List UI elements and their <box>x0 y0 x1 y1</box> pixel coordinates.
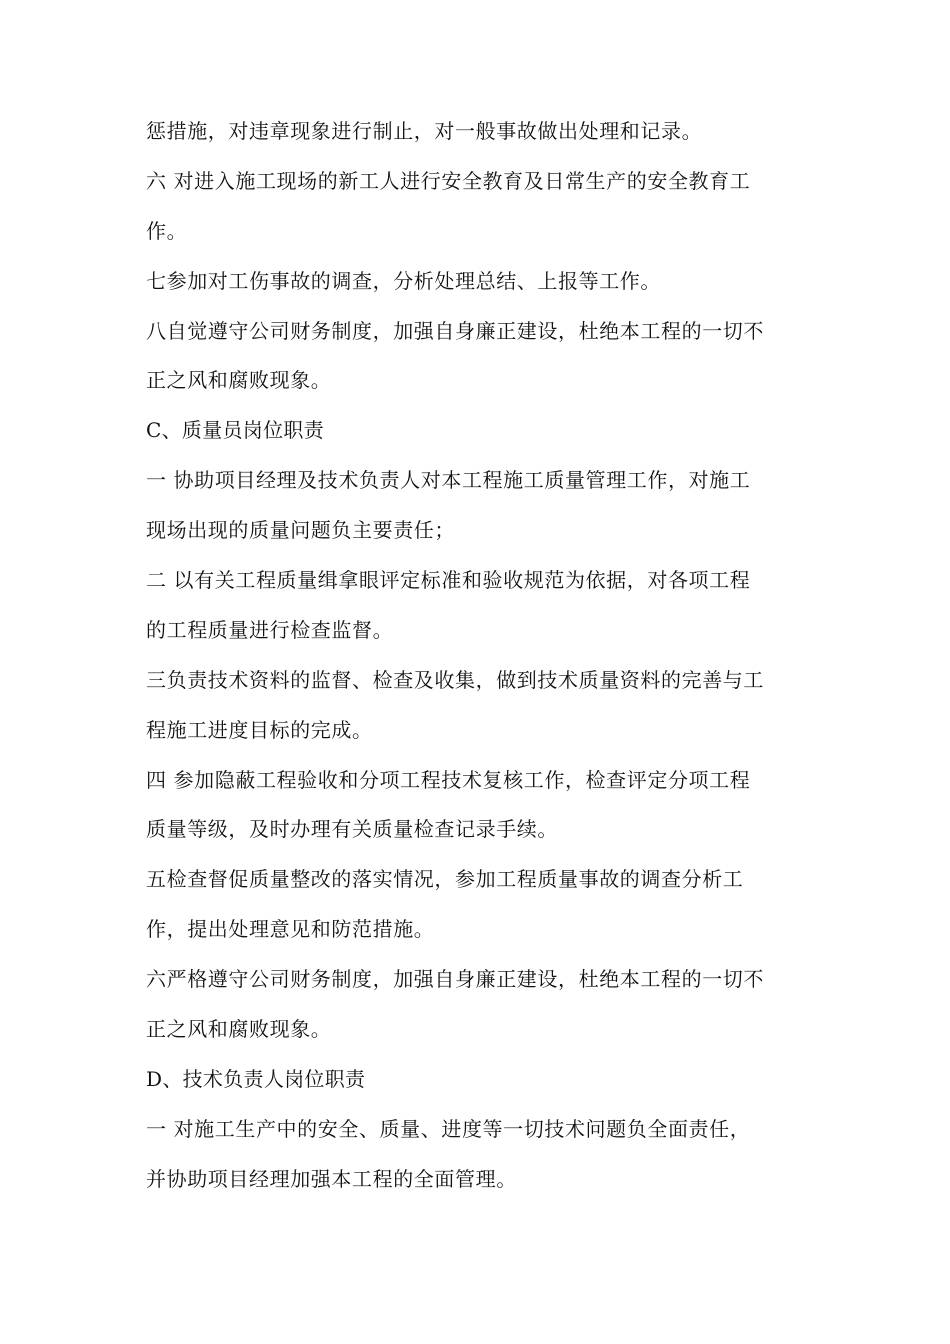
text-line: 八自觉遵守公司财务制度，加强自身廉正建设，杜绝本工程的一切不 <box>146 318 764 343</box>
text-line: 的工程质量进行检查监督。 <box>146 617 394 642</box>
text-line: 一 对施工生产中的安全、质量、进度等一切技术问题负全面责任， <box>146 1116 751 1141</box>
section-heading-technical-lead: D、技术负责人岗位职责 <box>146 1066 366 1091</box>
text-line: 二 以有关工程质量缉拿眼评定标准和验收规范为依据，对各项工程 <box>146 568 751 593</box>
text-line: 作，提出处理意见和防范措施。 <box>146 917 435 942</box>
text-line: 并协助项目经理加强本工程的全面管理。 <box>146 1166 517 1191</box>
text-line: 三负责技术资料的监督、检查及收集，做到技术质量资料的完善与工 <box>146 667 764 692</box>
section-heading-quality-officer: C、质量员岗位职责 <box>146 418 325 443</box>
text-line: 正之风和腐败现象。 <box>146 1017 332 1042</box>
text-line: 程施工进度目标的完成。 <box>146 717 373 742</box>
text-line: 惩措施，对违章现象进行制止，对一般事故做出处理和记录。 <box>146 119 703 143</box>
document-body <box>146 116 810 1214</box>
text-line: 质量等级，及时办理有关质量检查记录手续。 <box>146 817 558 842</box>
text-line: 作。 <box>146 218 188 243</box>
text-line: 七参加对工伤事故的调查，分析处理总结、上报等工作。 <box>146 268 661 293</box>
text-line: 六 对进入施工现场的新工人进行安全教育及日常生产的安全教育工 <box>146 168 751 193</box>
text-line: 正之风和腐败现象。 <box>146 368 332 393</box>
text-line: 四 参加隐蔽工程验收和分项工程技术复核工作，检查评定分项工程 <box>146 767 751 792</box>
text-line: 六严格遵守公司财务制度，加强自身廉正建设，杜绝本工程的一切不 <box>146 967 764 992</box>
text-line: 现场出现的质量问题负主要责任； <box>146 518 455 543</box>
text-line: 五检查督促质量整改的落实情况，参加工程质量事故的调查分析工 <box>146 867 744 892</box>
text-line: 一 协助项目经理及技术负责人对本工程施工质量管理工作，对施工 <box>146 468 751 493</box>
